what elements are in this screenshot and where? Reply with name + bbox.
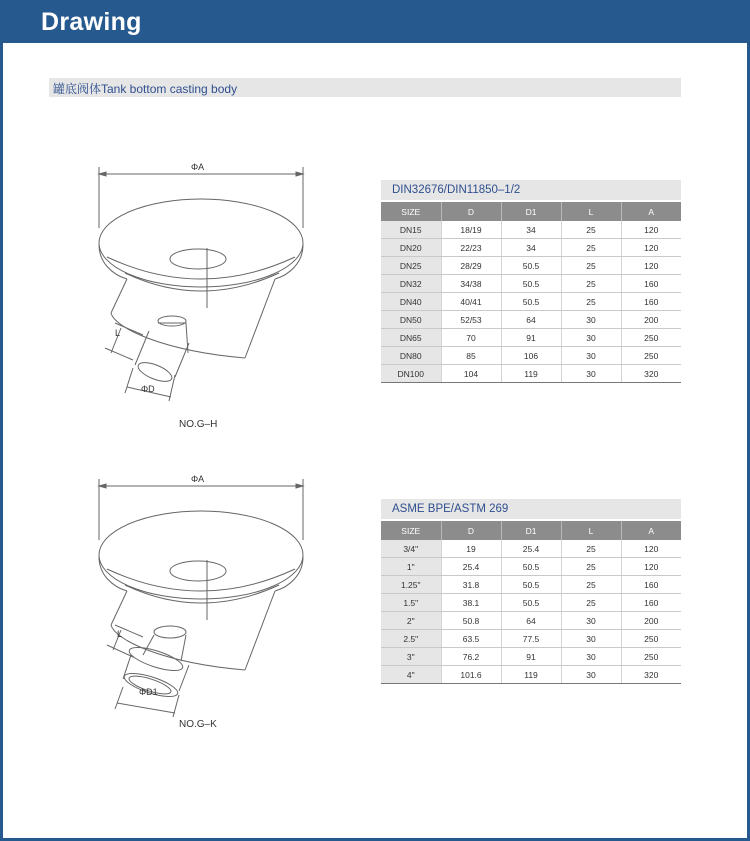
table-cell: 70	[441, 329, 501, 347]
dimension-d1-label: ΦD1	[139, 687, 158, 697]
column-header-l: L	[561, 521, 621, 540]
table-cell: 160	[621, 293, 681, 311]
table-cell: 91	[501, 329, 561, 347]
header-bar	[3, 3, 747, 43]
page-title: Drawing	[41, 8, 142, 36]
table-cell: 34/38	[441, 275, 501, 293]
table-cell: 50.5	[501, 293, 561, 311]
column-header-size: SIZE	[381, 202, 441, 221]
table-cell: 2"	[381, 612, 441, 630]
table-row	[381, 293, 681, 311]
table-cell: 18/19	[441, 221, 501, 239]
table-cell: 25	[561, 257, 621, 275]
table-cell: 30	[561, 311, 621, 329]
table-row	[381, 221, 681, 239]
table-cell: 50.5	[501, 257, 561, 275]
spec-table	[381, 202, 681, 383]
table-header-row	[381, 521, 681, 540]
table-row	[381, 630, 681, 648]
drawing-caption: NO.G–H	[179, 419, 218, 430]
table-cell: 30	[561, 329, 621, 347]
table-cell: 101.6	[441, 666, 501, 684]
table-cell: 1.25"	[381, 576, 441, 594]
table-cell: 320	[621, 666, 681, 684]
table-cell: 1.5"	[381, 594, 441, 612]
table-cell: 34	[501, 239, 561, 257]
column-header-a: A	[621, 202, 681, 221]
table-cell: 91	[501, 648, 561, 666]
table-cell: 30	[561, 630, 621, 648]
table-row	[381, 576, 681, 594]
table-cell: 50.5	[501, 275, 561, 293]
table-cell: 22/23	[441, 239, 501, 257]
table-row	[381, 275, 681, 293]
table-cell: DN100	[381, 365, 441, 383]
dimension-l-label: L	[115, 328, 121, 338]
table-cell: 120	[621, 239, 681, 257]
table-cell: 77.5	[501, 630, 561, 648]
table-row	[381, 558, 681, 576]
table-cell: DN40	[381, 293, 441, 311]
table-cell: 50.5	[501, 576, 561, 594]
table-cell: DN32	[381, 275, 441, 293]
table-cell: 52/53	[441, 311, 501, 329]
column-header-size: SIZE	[381, 521, 441, 540]
table-cell: 120	[621, 558, 681, 576]
table-cell: 50.5	[501, 594, 561, 612]
table-cell: 120	[621, 221, 681, 239]
table-row	[381, 347, 681, 365]
table-title: DIN32676/DIN11850–1/2	[381, 180, 681, 200]
table-cell: 250	[621, 630, 681, 648]
table-cell: 64	[501, 612, 561, 630]
table-cell: 30	[561, 365, 621, 383]
column-header-d: D	[441, 521, 501, 540]
table-cell: 106	[501, 347, 561, 365]
table-cell: 63.5	[441, 630, 501, 648]
table-cell: 120	[621, 540, 681, 558]
table-cell: 320	[621, 365, 681, 383]
table-cell: 25	[561, 275, 621, 293]
table-cell: 104	[441, 365, 501, 383]
table-cell: 28/29	[441, 257, 501, 275]
table-cell: 40/41	[441, 293, 501, 311]
table-cell: 30	[561, 648, 621, 666]
table-cell: 4"	[381, 666, 441, 684]
table-cell: 25	[561, 540, 621, 558]
table-cell: 119	[501, 666, 561, 684]
table-cell: 38.1	[441, 594, 501, 612]
table-cell: 25	[561, 558, 621, 576]
table-cell: 25.4	[441, 558, 501, 576]
column-header-d: D	[441, 202, 501, 221]
drawing-g-h	[3, 153, 323, 443]
table-row	[381, 540, 681, 558]
column-header-d1: D1	[501, 202, 561, 221]
din-spec-table	[381, 180, 681, 383]
column-header-d1: D1	[501, 521, 561, 540]
table-cell: DN20	[381, 239, 441, 257]
table-row	[381, 666, 681, 684]
table-cell: 25	[561, 221, 621, 239]
dimension-l-label: L	[117, 629, 123, 639]
table-row	[381, 594, 681, 612]
dimension-a-label: ΦA	[191, 162, 205, 172]
table-cell: 34	[501, 221, 561, 239]
section-title: 罐底阀体Tank bottom casting body	[53, 82, 238, 96]
table-cell: 250	[621, 329, 681, 347]
table-cell: 160	[621, 275, 681, 293]
table-cell: DN80	[381, 347, 441, 365]
asme-spec-table	[381, 499, 681, 684]
table-cell: 30	[561, 612, 621, 630]
table-cell: 120	[621, 257, 681, 275]
table-row	[381, 648, 681, 666]
drawing-caption: NO.G–K	[179, 719, 217, 730]
table-row	[381, 329, 681, 347]
table-cell: DN65	[381, 329, 441, 347]
table-cell: DN15	[381, 221, 441, 239]
table-row	[381, 365, 681, 383]
table-cell: 76.2	[441, 648, 501, 666]
table-cell: 31.8	[441, 576, 501, 594]
table-header-row	[381, 202, 681, 221]
column-header-l: L	[561, 202, 621, 221]
table-cell: 250	[621, 347, 681, 365]
table-cell: DN50	[381, 311, 441, 329]
table-cell: 1"	[381, 558, 441, 576]
table-cell: 30	[561, 347, 621, 365]
drawing-g-k	[3, 465, 323, 725]
table-cell: 3"	[381, 648, 441, 666]
table-cell: 25	[561, 293, 621, 311]
table-cell: DN25	[381, 257, 441, 275]
table-cell: 50.5	[501, 558, 561, 576]
table-cell: 30	[561, 666, 621, 684]
section-bar	[49, 78, 681, 97]
table-cell: 200	[621, 311, 681, 329]
table-cell: 160	[621, 576, 681, 594]
table-row	[381, 612, 681, 630]
table-cell: 85	[441, 347, 501, 365]
table-row	[381, 311, 681, 329]
table-cell: 3/4"	[381, 540, 441, 558]
dimension-a-label: ΦA	[191, 474, 205, 484]
table-cell: 25	[561, 239, 621, 257]
table-cell: 25	[561, 594, 621, 612]
table-cell: 19	[441, 540, 501, 558]
column-header-a: A	[621, 521, 681, 540]
table-cell: 250	[621, 648, 681, 666]
table-cell: 119	[501, 365, 561, 383]
table-row	[381, 257, 681, 275]
table-cell: 200	[621, 612, 681, 630]
table-cell: 25.4	[501, 540, 561, 558]
table-title: ASME BPE/ASTM 269	[381, 499, 681, 519]
table-cell: 160	[621, 594, 681, 612]
table-cell: 25	[561, 576, 621, 594]
table-cell: 2.5"	[381, 630, 441, 648]
spec-table	[381, 521, 681, 684]
table-cell: 64	[501, 311, 561, 329]
dimension-d-label: ΦD	[141, 384, 155, 394]
table-row	[381, 239, 681, 257]
table-cell: 50.8	[441, 612, 501, 630]
